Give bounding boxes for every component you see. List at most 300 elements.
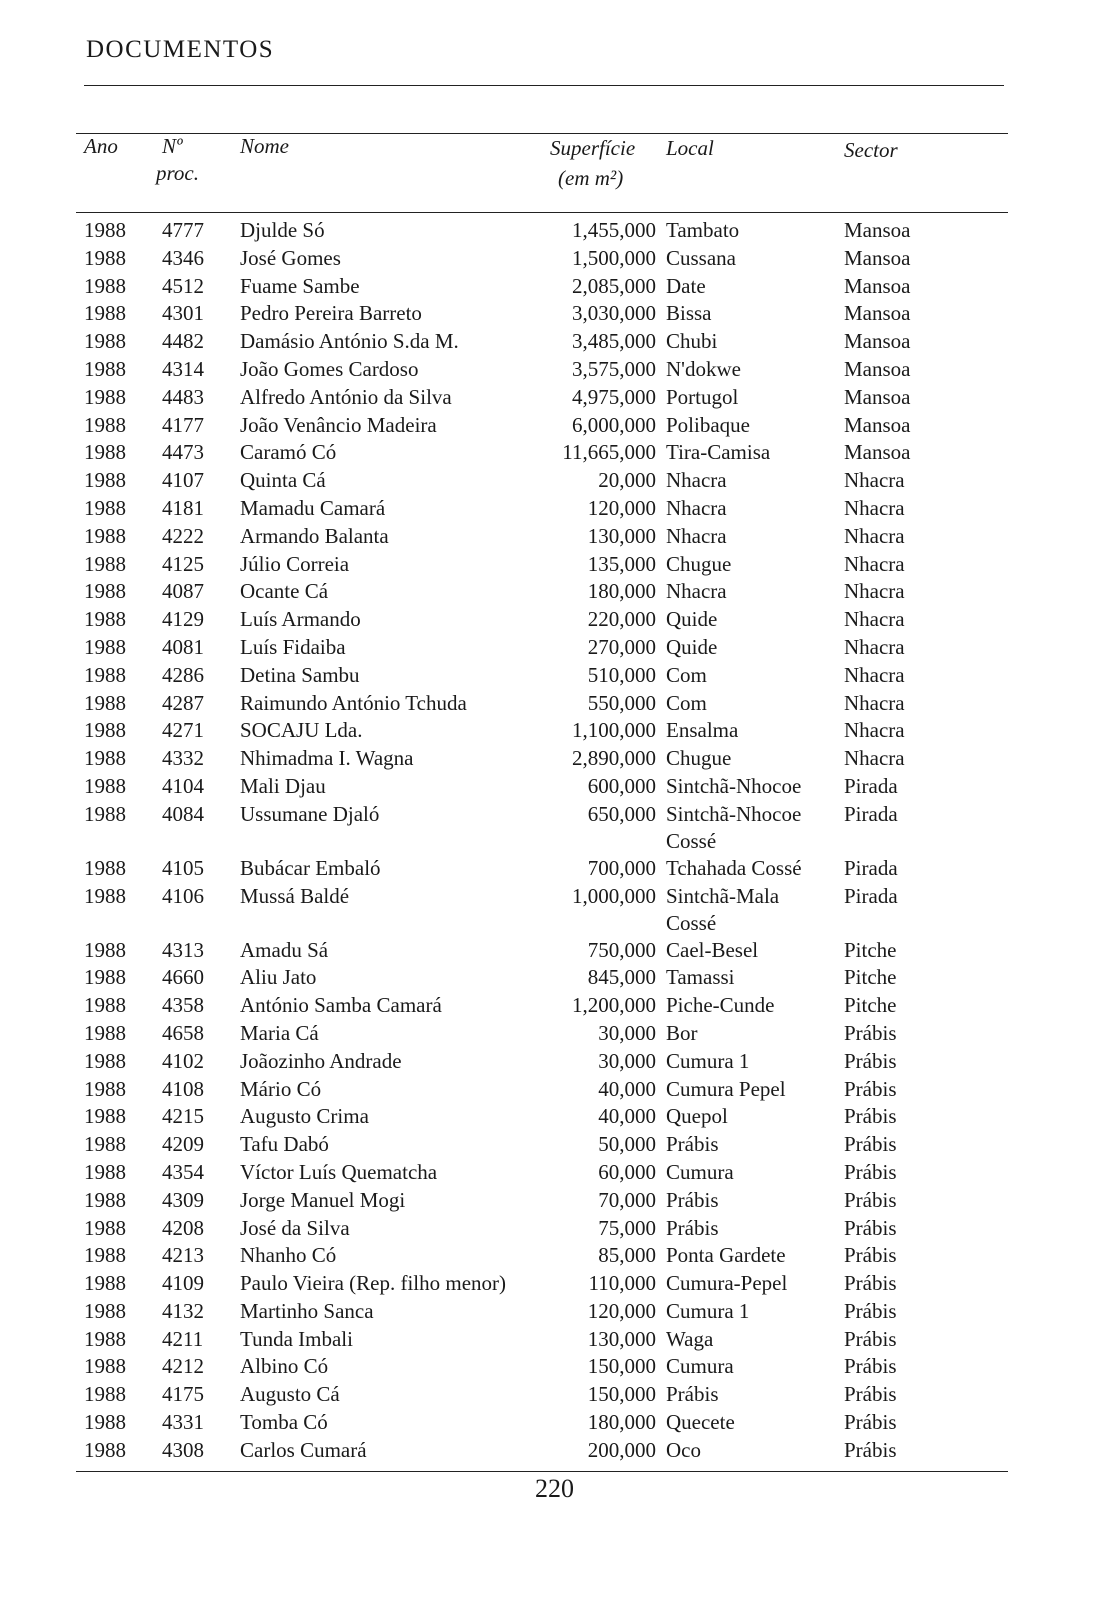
table-row bbox=[76, 1242, 1008, 1270]
cell-proc: 4208 bbox=[162, 1215, 204, 1240]
cell-nome: José Gomes bbox=[240, 245, 341, 270]
cell-local-line2: Cossé bbox=[666, 910, 717, 935]
cell-sector: Prábis bbox=[844, 1382, 897, 1407]
cell-sector: Prábis bbox=[844, 1104, 897, 1129]
cell-ano: 1988 bbox=[84, 1132, 126, 1157]
cell-ano: 1988 bbox=[84, 1048, 126, 1073]
cell-ano: 1988 bbox=[84, 718, 126, 743]
table-row bbox=[76, 773, 1008, 801]
cell-ano: 1988 bbox=[84, 773, 126, 798]
cell-sector: Mansoa bbox=[844, 301, 911, 326]
cell-local: Cumura Pepel bbox=[666, 1076, 786, 1101]
cell-superficie: 180,000 bbox=[587, 1410, 656, 1435]
cell-nome: Tafu Dabó bbox=[240, 1132, 329, 1157]
cell-local: Cumura-Pepel bbox=[666, 1271, 788, 1296]
cell-proc: 4104 bbox=[162, 773, 204, 798]
cell-local: Portugol bbox=[666, 384, 739, 409]
cell-sector: Prábis bbox=[844, 1271, 897, 1296]
cell-sector: Prábis bbox=[844, 1076, 897, 1101]
cell-nome: Pedro Pereira Barreto bbox=[240, 301, 422, 326]
table-row bbox=[76, 690, 1008, 718]
cell-local: Tamassi bbox=[666, 965, 735, 990]
table-row bbox=[76, 606, 1008, 634]
cell-sector: Mansoa bbox=[844, 440, 911, 465]
cell-nome: Ocante Cá bbox=[240, 579, 329, 604]
cell-sector: Nhacra bbox=[844, 551, 905, 576]
cell-sector: Mansoa bbox=[844, 218, 911, 242]
header-sector: Sector bbox=[844, 138, 898, 162]
cell-superficie: 120,000 bbox=[587, 495, 656, 520]
cell-sector: Nhacra bbox=[844, 579, 905, 604]
cell-nome: Ussumane Djaló bbox=[240, 801, 380, 826]
cell-ano: 1988 bbox=[84, 218, 126, 242]
table-row bbox=[76, 551, 1008, 579]
cell-local: Quepol bbox=[666, 1104, 728, 1129]
table-row bbox=[76, 273, 1008, 301]
cell-proc: 4777 bbox=[162, 218, 204, 242]
cell-local: Prábis bbox=[666, 1132, 719, 1157]
table-row bbox=[76, 634, 1008, 662]
cell-nome: Mali Djau bbox=[240, 773, 326, 798]
cell-proc: 4107 bbox=[162, 468, 204, 493]
cell-local: Cussana bbox=[666, 245, 736, 270]
cell-sector: Pirada bbox=[844, 883, 898, 908]
cell-local bbox=[666, 801, 801, 855]
cell-local: Piche-Cunde bbox=[666, 993, 775, 1018]
cell-proc: 4658 bbox=[162, 1020, 204, 1045]
cell-ano: 1988 bbox=[84, 1243, 126, 1268]
cell-local: Ponta Gardete bbox=[666, 1243, 786, 1268]
cell-superficie: 3,485,000 bbox=[572, 329, 656, 354]
cell-nome: Caramó Có bbox=[240, 440, 337, 465]
cell-proc: 4175 bbox=[162, 1382, 204, 1407]
cell-local: Prábis bbox=[666, 1215, 719, 1240]
cell-ano: 1988 bbox=[84, 412, 126, 437]
cell-proc: 4084 bbox=[162, 801, 204, 826]
cell-superficie: 3,575,000 bbox=[572, 356, 656, 381]
cell-superficie: 650,000 bbox=[587, 801, 656, 826]
cell-proc: 4222 bbox=[162, 523, 204, 548]
cell-ano: 1988 bbox=[84, 607, 126, 632]
cell-ano: 1988 bbox=[84, 1437, 126, 1462]
cell-superficie: 30,000 bbox=[598, 1048, 656, 1073]
cell-ano: 1988 bbox=[84, 1298, 126, 1323]
cell-local: Chubi bbox=[666, 329, 718, 354]
table-row bbox=[76, 439, 1008, 467]
cell-local: Ensalma bbox=[666, 718, 739, 743]
table-row bbox=[76, 964, 1008, 992]
cell-local: Chugue bbox=[666, 746, 732, 771]
cell-proc: 4132 bbox=[162, 1298, 204, 1323]
cell-local: Nhacra bbox=[666, 523, 727, 548]
cell-sector: Nhacra bbox=[844, 662, 905, 687]
cell-nome: Martinho Sanca bbox=[240, 1298, 374, 1323]
cell-proc: 4308 bbox=[162, 1437, 204, 1462]
cell-nome: Bubácar Embaló bbox=[240, 855, 381, 880]
cell-superficie: 180,000 bbox=[587, 579, 656, 604]
cell-nome: Paulo Vieira (Rep. filho menor) bbox=[240, 1271, 507, 1296]
cell-ano: 1988 bbox=[84, 1187, 126, 1212]
cell-superficie: 135,000 bbox=[587, 551, 656, 576]
cell-superficie: 1,100,000 bbox=[572, 718, 656, 743]
cell-nome: Quinta Cá bbox=[240, 468, 326, 493]
cell-proc: 4473 bbox=[162, 440, 204, 465]
cell-ano: 1988 bbox=[84, 801, 126, 826]
cell-proc: 4482 bbox=[162, 329, 204, 354]
cell-sector: Mansoa bbox=[844, 412, 911, 437]
table-row bbox=[76, 1409, 1008, 1437]
cell-proc: 4109 bbox=[162, 1271, 204, 1296]
cell-proc: 4177 bbox=[162, 412, 204, 437]
cell-proc: 4332 bbox=[162, 746, 204, 771]
cell-sector: Prábis bbox=[844, 1437, 897, 1462]
cell-superficie: 2,890,000 bbox=[572, 746, 656, 771]
cell-ano: 1988 bbox=[84, 1354, 126, 1379]
cell-sector: Pitche bbox=[844, 965, 897, 990]
cell-proc: 4346 bbox=[162, 245, 204, 270]
cell-nome: Amadu Sá bbox=[240, 937, 329, 962]
cell-superficie: 85,000 bbox=[598, 1243, 656, 1268]
cell-local: Sintchã-Nhocoe bbox=[666, 773, 802, 798]
cell-sector: Prábis bbox=[844, 1132, 897, 1157]
cell-local bbox=[666, 883, 779, 937]
cell-proc: 4211 bbox=[162, 1326, 204, 1351]
cell-proc: 4660 bbox=[162, 965, 204, 990]
cell-ano: 1988 bbox=[84, 468, 126, 493]
cell-local: Prábis bbox=[666, 1382, 719, 1407]
cell-superficie: 40,000 bbox=[598, 1104, 656, 1129]
cell-proc: 4301 bbox=[162, 301, 204, 326]
cell-nome: Albino Có bbox=[240, 1354, 329, 1379]
cell-local-line1: Sintchã-Nhocoe bbox=[666, 801, 802, 826]
cell-superficie: 60,000 bbox=[598, 1159, 656, 1184]
cell-sector: Pitche bbox=[844, 993, 897, 1018]
cell-proc: 4105 bbox=[162, 855, 204, 880]
cell-ano: 1988 bbox=[84, 1076, 126, 1101]
table-row bbox=[76, 717, 1008, 745]
cell-nome: SOCAJU Lda. bbox=[240, 718, 363, 743]
cell-nome: Mário Có bbox=[240, 1076, 322, 1101]
cell-sector: Nhacra bbox=[844, 634, 905, 659]
cell-proc: 4213 bbox=[162, 1243, 204, 1268]
table-body bbox=[76, 213, 1008, 1465]
table-row bbox=[76, 937, 1008, 965]
table-row bbox=[76, 245, 1008, 273]
cell-sector: Prábis bbox=[844, 1410, 897, 1435]
cell-nome: Alfredo António da Silva bbox=[240, 384, 452, 409]
cell-nome: Nhanho Có bbox=[240, 1243, 337, 1268]
cell-proc: 4287 bbox=[162, 690, 204, 715]
table-row bbox=[76, 1187, 1008, 1215]
cell-local-line2: Cossé bbox=[666, 828, 717, 853]
table-row bbox=[76, 1437, 1008, 1465]
cell-proc: 4512 bbox=[162, 273, 204, 298]
cell-local: Polibaque bbox=[666, 412, 750, 437]
table-row bbox=[76, 1353, 1008, 1381]
cell-sector: Nhacra bbox=[844, 690, 905, 715]
cell-nome: Augusto Cá bbox=[240, 1382, 340, 1407]
header-superficie-line2: (em m²) bbox=[558, 166, 624, 190]
cell-nome: Maria Cá bbox=[240, 1020, 319, 1045]
table-row bbox=[76, 801, 1008, 855]
cell-ano: 1988 bbox=[84, 690, 126, 715]
cell-local: Nhacra bbox=[666, 495, 727, 520]
cell-sector: Pirada bbox=[844, 801, 898, 826]
cell-local: Bor bbox=[666, 1020, 698, 1045]
cell-ano: 1988 bbox=[84, 384, 126, 409]
cell-ano: 1988 bbox=[84, 329, 126, 354]
cell-nome: Mussá Baldé bbox=[240, 883, 350, 908]
table-row bbox=[76, 855, 1008, 883]
cell-sector: Pirada bbox=[844, 855, 898, 880]
cell-sector: Nhacra bbox=[844, 495, 905, 520]
cell-nome: Luís Armando bbox=[240, 607, 361, 632]
cell-ano: 1988 bbox=[84, 440, 126, 465]
cell-nome: António Samba Camará bbox=[240, 993, 442, 1018]
cell-proc: 4331 bbox=[162, 1410, 204, 1435]
table-row bbox=[76, 328, 1008, 356]
cell-sector: Prábis bbox=[844, 1243, 897, 1268]
cell-proc: 4354 bbox=[162, 1159, 204, 1184]
cell-ano: 1988 bbox=[84, 273, 126, 298]
cell-local: Bissa bbox=[666, 301, 712, 326]
table-row bbox=[76, 1381, 1008, 1409]
cell-nome: Armando Balanta bbox=[240, 523, 389, 548]
table-row bbox=[76, 523, 1008, 551]
cell-local: Quide bbox=[666, 634, 718, 659]
table-row bbox=[76, 745, 1008, 773]
cell-local: Date bbox=[666, 273, 706, 298]
cell-sector: Nhacra bbox=[844, 607, 905, 632]
cell-proc: 4102 bbox=[162, 1048, 204, 1073]
table-row bbox=[76, 217, 1008, 245]
header-rule bbox=[84, 85, 1004, 86]
table-row bbox=[76, 384, 1008, 412]
cell-nome: Luís Fidaiba bbox=[240, 634, 346, 659]
table-row bbox=[76, 1020, 1008, 1048]
table-row bbox=[76, 495, 1008, 523]
cell-nome: João Venâncio Madeira bbox=[240, 412, 437, 437]
cell-local: Cael-Besel bbox=[666, 937, 759, 962]
header-proc-line2: proc. bbox=[156, 161, 199, 185]
cell-superficie: 3,030,000 bbox=[572, 301, 656, 326]
cell-local: Com bbox=[666, 662, 707, 687]
cell-sector: Nhacra bbox=[844, 746, 905, 771]
table-row bbox=[76, 1131, 1008, 1159]
cell-superficie: 40,000 bbox=[598, 1076, 656, 1101]
cell-sector: Mansoa bbox=[844, 356, 911, 381]
cell-superficie: 510,000 bbox=[587, 662, 656, 687]
cell-proc: 4212 bbox=[162, 1354, 204, 1379]
cell-proc: 4314 bbox=[162, 356, 204, 381]
cell-local-line1: Sintchã-Mala bbox=[666, 883, 780, 908]
cell-proc: 4483 bbox=[162, 384, 204, 409]
cell-superficie: 1,000,000 bbox=[572, 883, 656, 908]
cell-proc: 4271 bbox=[162, 718, 204, 743]
cell-ano: 1988 bbox=[84, 1382, 126, 1407]
cell-superficie: 130,000 bbox=[587, 523, 656, 548]
cell-sector: Prábis bbox=[844, 1354, 897, 1379]
cell-superficie: 2,085,000 bbox=[572, 273, 656, 298]
cell-superficie: 4,975,000 bbox=[572, 384, 656, 409]
cell-superficie: 20,000 bbox=[598, 468, 656, 493]
cell-proc: 4081 bbox=[162, 634, 204, 659]
cell-proc: 4286 bbox=[162, 662, 204, 687]
table-row bbox=[76, 883, 1008, 937]
cell-sector: Nhacra bbox=[844, 718, 905, 743]
cell-ano: 1988 bbox=[84, 965, 126, 990]
cell-superficie: 30,000 bbox=[598, 1020, 656, 1045]
cell-ano: 1988 bbox=[84, 523, 126, 548]
cell-ano: 1988 bbox=[84, 883, 126, 908]
cell-ano: 1988 bbox=[84, 495, 126, 520]
land-table bbox=[76, 133, 1008, 1472]
cell-nome: Mamadu Camará bbox=[240, 495, 386, 520]
cell-sector: Prábis bbox=[844, 1187, 897, 1212]
cell-nome: Djulde Só bbox=[240, 218, 325, 242]
table-row bbox=[76, 1048, 1008, 1076]
cell-sector: Prábis bbox=[844, 1298, 897, 1323]
cell-ano: 1988 bbox=[84, 301, 126, 326]
cell-superficie: 1,500,000 bbox=[572, 245, 656, 270]
header-local: Local bbox=[666, 136, 714, 160]
cell-ano: 1988 bbox=[84, 551, 126, 576]
cell-ano: 1988 bbox=[84, 1215, 126, 1240]
cell-proc: 4108 bbox=[162, 1076, 204, 1101]
cell-nome: Nhimadma I. Wagna bbox=[240, 746, 414, 771]
header-proc-line1: Nº bbox=[162, 134, 183, 158]
table-row bbox=[76, 467, 1008, 495]
cell-local: Tambato bbox=[666, 218, 740, 242]
cell-sector: Pirada bbox=[844, 773, 898, 798]
cell-ano: 1988 bbox=[84, 1410, 126, 1435]
cell-ano: 1988 bbox=[84, 1104, 126, 1129]
cell-nome: Jorge Manuel Mogi bbox=[240, 1187, 406, 1212]
cell-nome: Júlio Correia bbox=[240, 551, 350, 576]
header-ano: Ano bbox=[84, 134, 118, 158]
table-row bbox=[76, 1326, 1008, 1354]
cell-superficie: 220,000 bbox=[587, 607, 656, 632]
cell-superficie: 50,000 bbox=[598, 1132, 656, 1157]
cell-superficie: 120,000 bbox=[587, 1298, 656, 1323]
cell-superficie: 270,000 bbox=[587, 634, 656, 659]
cell-ano: 1988 bbox=[84, 855, 126, 880]
table-row bbox=[76, 1103, 1008, 1131]
cell-ano: 1988 bbox=[84, 746, 126, 771]
table-row bbox=[76, 662, 1008, 690]
cell-nome: Aliu Jato bbox=[240, 965, 317, 990]
cell-sector: Mansoa bbox=[844, 329, 911, 354]
cell-superficie: 1,200,000 bbox=[572, 993, 656, 1018]
cell-local: Oco bbox=[666, 1437, 701, 1462]
cell-ano: 1988 bbox=[84, 993, 126, 1018]
cell-superficie: 130,000 bbox=[587, 1326, 656, 1351]
cell-local: Tchahada Cossé bbox=[666, 855, 802, 880]
cell-nome: Fuame Sambe bbox=[240, 273, 360, 298]
table-row bbox=[76, 412, 1008, 440]
table-row bbox=[76, 1159, 1008, 1187]
page-number: 220 bbox=[535, 1474, 574, 1503]
cell-superficie: 845,000 bbox=[587, 965, 656, 990]
cell-sector: Prábis bbox=[844, 1215, 897, 1240]
cell-superficie: 75,000 bbox=[598, 1215, 656, 1240]
cell-superficie: 6,000,000 bbox=[572, 412, 656, 437]
cell-proc: 4087 bbox=[162, 579, 204, 604]
cell-superficie: 700,000 bbox=[587, 855, 656, 880]
cell-superficie: 550,000 bbox=[587, 690, 656, 715]
table-row bbox=[76, 1298, 1008, 1326]
cell-nome: Tunda Imbali bbox=[240, 1326, 353, 1351]
cell-local: Prábis bbox=[666, 1187, 719, 1212]
header-nome: Nome bbox=[240, 134, 289, 158]
cell-superficie: 200,000 bbox=[587, 1437, 656, 1462]
table-row bbox=[76, 578, 1008, 606]
cell-proc: 4209 bbox=[162, 1132, 204, 1157]
cell-local: Waga bbox=[666, 1326, 714, 1351]
cell-nome: Detina Sambu bbox=[240, 662, 360, 687]
table-row bbox=[76, 356, 1008, 384]
cell-proc: 4215 bbox=[162, 1104, 204, 1129]
cell-nome: Raimundo António Tchuda bbox=[240, 690, 467, 715]
cell-local: Cumura 1 bbox=[666, 1048, 750, 1073]
table-row bbox=[76, 1215, 1008, 1243]
cell-sector: Mansoa bbox=[844, 384, 911, 409]
cell-nome: João Gomes Cardoso bbox=[240, 356, 419, 381]
cell-local: Tira-Camisa bbox=[666, 440, 771, 465]
cell-sector: Prábis bbox=[844, 1159, 897, 1184]
cell-ano: 1988 bbox=[84, 1020, 126, 1045]
cell-ano: 1988 bbox=[84, 1159, 126, 1184]
cell-nome: Carlos Cumará bbox=[240, 1437, 367, 1462]
cell-sector: Prábis bbox=[844, 1048, 897, 1073]
cell-local: Nhacra bbox=[666, 468, 727, 493]
cell-proc: 4313 bbox=[162, 937, 204, 962]
cell-sector: Pitche bbox=[844, 937, 897, 962]
cell-nome: Tomba Có bbox=[240, 1410, 328, 1435]
cell-superficie: 11,665,000 bbox=[562, 440, 656, 465]
table-row bbox=[76, 1270, 1008, 1298]
cell-sector: Nhacra bbox=[844, 523, 905, 548]
running-head: DOCUMENTOS bbox=[86, 36, 275, 63]
cell-ano: 1988 bbox=[84, 662, 126, 687]
table-row bbox=[76, 1076, 1008, 1104]
cell-local: Com bbox=[666, 690, 707, 715]
cell-superficie: 150,000 bbox=[587, 1354, 656, 1379]
cell-nome: Augusto Crima bbox=[240, 1104, 369, 1129]
cell-sector: Mansoa bbox=[844, 245, 911, 270]
cell-proc: 4106 bbox=[162, 883, 204, 908]
cell-sector: Prábis bbox=[844, 1020, 897, 1045]
cell-nome: Joãozinho Andrade bbox=[240, 1048, 402, 1073]
cell-nome: Víctor Luís Quematcha bbox=[240, 1159, 438, 1184]
cell-superficie: 150,000 bbox=[587, 1382, 656, 1407]
cell-superficie: 600,000 bbox=[587, 773, 656, 798]
cell-ano: 1988 bbox=[84, 937, 126, 962]
table-header bbox=[76, 134, 1008, 210]
cell-local: Quecete bbox=[666, 1410, 735, 1435]
cell-local: Cumura 1 bbox=[666, 1298, 750, 1323]
cell-ano: 1988 bbox=[84, 245, 126, 270]
cell-proc: 4309 bbox=[162, 1187, 204, 1212]
cell-nome: Damásio António S.da M. bbox=[240, 329, 459, 354]
cell-local: N'dokwe bbox=[666, 356, 741, 381]
cell-local: Chugue bbox=[666, 551, 732, 576]
cell-sector: Nhacra bbox=[844, 468, 905, 493]
cell-proc: 4358 bbox=[162, 993, 204, 1018]
cell-ano: 1988 bbox=[84, 356, 126, 381]
cell-ano: 1988 bbox=[84, 1326, 126, 1351]
table-bottom-rule bbox=[76, 1471, 1008, 1472]
